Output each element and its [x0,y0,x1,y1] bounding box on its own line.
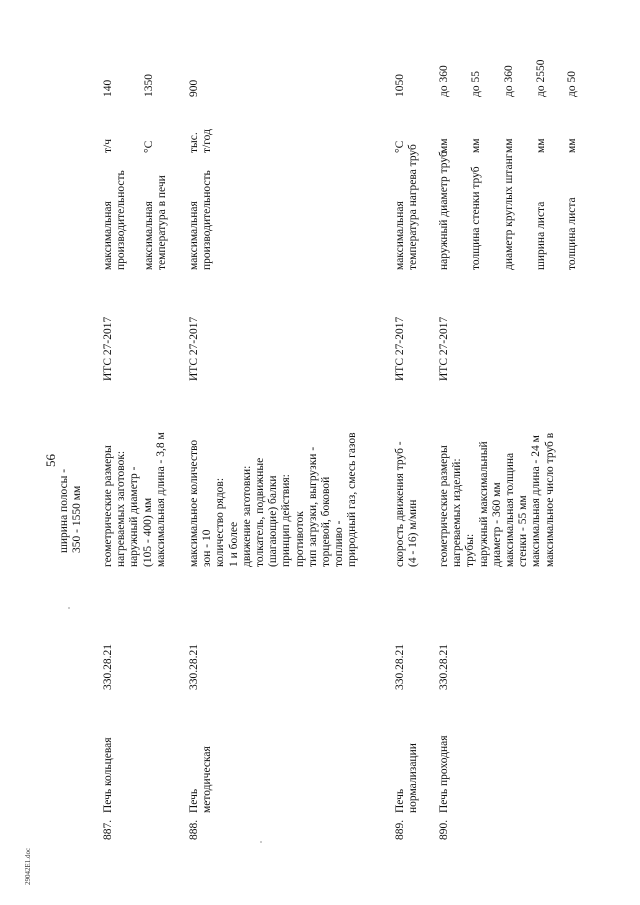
row-887-spec-line-4: (105 - 400) мм [141,497,154,567]
row-887-num: 887. [102,819,114,840]
row-888-spec-line-9: противоток [293,511,306,567]
row-890-param-1-unit: мм [438,138,450,153]
row-889-spec-line-1: скорость движения труб - [394,441,406,567]
continuation-line-1: ширина полосы - [58,468,70,553]
row-888-name [188,746,214,813]
row-890-param-4-name: ширина листа [535,201,547,270]
row-890-param-5-unit: мм [566,138,578,153]
row-888-name-line-2: методическая [201,746,214,813]
footer-filename: 29042E1.doc [24,847,32,885]
row-889-name [394,743,420,813]
row-890-spec-line-8: максимальная длина - 24 м [530,435,543,567]
row-890-spec-line-9: максимальное число труб в [543,432,556,567]
row-888-spec-line-1: максимальное количество [188,439,200,567]
row-889-param-1-name-line-2: температура нагрева труб [407,144,420,270]
row-887-param-2-name-line-1: максимальная [143,201,155,270]
row-890-code: 330.28.21 [438,644,450,690]
row-889-param-1-unit: °С [394,140,406,153]
row-889-specs [394,441,420,567]
row-889-param-1-name [394,144,420,270]
row-887-param-2-name-line-2: температура в печи [156,175,169,270]
page-number: 56 [43,454,58,467]
row-887-param-2-name [143,175,169,270]
row-887-specs [102,432,168,567]
row-888-spec-line-2: зон - 10 [201,529,214,567]
row-890-param-4-value: до 2550 [535,59,547,97]
row-888-spec-line-3: количество рядов: [214,477,227,567]
row-890-param-3-name: диаметр круглых штанг [503,153,515,270]
row-888-param-1-value: 900 [188,79,200,97]
row-890-spec-line-3: трубы: [464,533,477,567]
scan-speck [68,607,70,609]
row-888-param-1-unit [188,129,214,153]
continuation-line-2: 350 - 1550 мм [71,485,84,553]
row-889-name-line-2: нормализации [407,743,420,813]
row-890-num: 890. [438,819,450,840]
row-888-param-1-unit-line-1: тыс. [188,132,200,153]
row-887-name-line-1: Печь кольцевая [102,737,114,813]
row-887-param-2-value: 1350 [143,74,155,97]
row-888-num: 888. [188,819,200,840]
row-888-spec-line-6: толкатель, подвижные [254,457,267,567]
row-888-param-1-name-line-1: максимальная [188,201,200,270]
row-890-its: ИТС 27-2017 [438,316,450,381]
row-890-param-5-name: толщина листа [566,197,578,270]
row-890-param-5-value: до 50 [566,71,578,97]
row-890-param-2-name: толщина стенки труб [470,166,482,270]
row-888-name-line-1: Печь [188,788,200,813]
row-887-spec-line-3: наружный диаметр - [128,466,141,567]
row-888-spec-line-4: 1 и более [227,521,240,567]
row-890-spec-line-1: геометрические размеры [438,445,450,567]
row-888-param-1-name [188,170,214,270]
row-887-param-2-unit: °С [143,140,155,153]
row-889-param-1-value: 1050 [394,74,406,97]
row-889-name-line-1: Печь [394,788,406,813]
row-888-code: 330.28.21 [188,644,200,690]
row-888-spec-line-12: топливо - [333,520,346,567]
row-889-num: 889. [394,819,406,840]
row-890-spec-line-7: стенки - 55 мм [517,495,530,567]
row-890-param-2-unit: мм [470,138,482,153]
continuation-text [58,469,84,553]
row-888-specs [188,432,360,567]
row-888-spec-line-7: (шагающие) балки [267,475,280,567]
row-890-spec-line-5: диаметр - 360 мм [490,482,503,567]
row-890-spec-line-6: максимальная толщина [504,452,517,567]
row-887-param-1-name-line-2: производительность [115,170,128,270]
row-890-name [438,735,451,813]
row-889-param-1-name-line-1: максимальная [394,201,406,270]
row-889-spec-line-2: (4 - 16) м/мин [407,499,420,567]
row-887-spec-line-1: геометрические размеры [102,445,114,567]
row-890-param-3-unit: мм [503,138,515,153]
row-888-its: ИТС 27-2017 [188,316,200,381]
row-890-specs [438,433,557,567]
row-887-param-1-name-line-1: максимальная [102,201,114,270]
row-887-name [102,737,115,813]
row-888-param-1-unit-line-2: т/год [201,129,214,153]
scan-speck [260,841,262,843]
row-890-name-line-1: Печь проходная [438,735,450,813]
row-888-spec-line-8: принцип действия: [280,474,293,567]
row-890-param-1-name: наружный диаметр труб [438,151,450,270]
row-887-param-1-value: 140 [102,79,114,97]
row-887-spec-line-5: максимальная длина - 3,8 м [154,432,167,567]
row-890-param-1-value: до 360 [438,65,450,97]
row-888-spec-line-10: тип загрузки, выгрузки - [306,446,319,567]
row-888-spec-line-11: торцевой, боковой [320,476,333,567]
row-887-spec-line-2: нагреваемых заготовок: [115,450,128,567]
row-887-code: 330.28.21 [102,644,114,690]
row-889-its: ИТС 27-2017 [394,316,406,381]
row-888-spec-line-5: движение заготовки: [240,465,253,567]
row-888-spec-line-13: природный газ, смесь газов [346,432,359,567]
row-887-param-1-name [102,170,128,270]
row-890-param-3-value: до 360 [503,65,515,97]
row-887-param-1-unit: т/ч [102,138,114,153]
row-887-its: ИТС 27-2017 [102,316,114,381]
row-888-param-1-name-line-2: производительность [201,170,214,270]
row-890-param-4-unit: мм [535,138,547,153]
row-889-code: 330.28.21 [394,644,406,690]
row-890-param-2-value: до 55 [470,71,482,97]
row-890-spec-line-2: нагреваемых изделий: [451,458,464,567]
row-890-spec-line-4: наружный максимальный [477,441,490,567]
